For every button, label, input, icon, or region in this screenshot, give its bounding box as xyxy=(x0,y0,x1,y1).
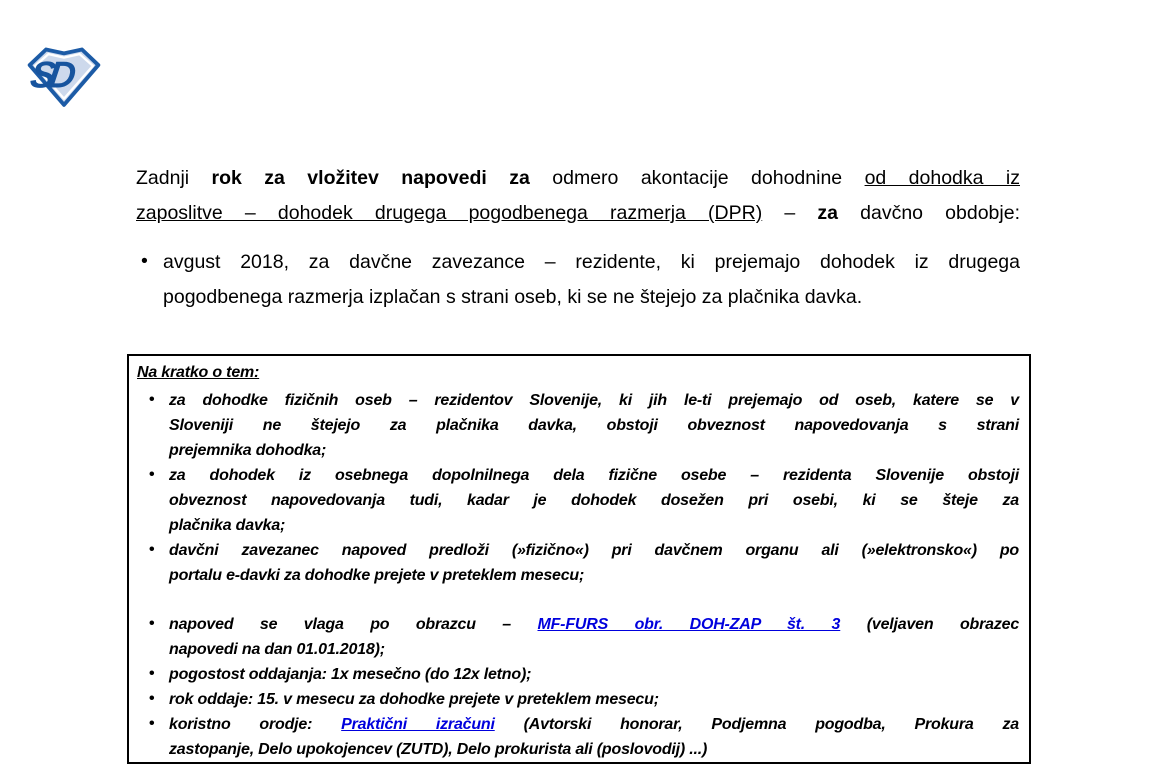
text-segment: prejemnika dohodka; xyxy=(169,442,327,459)
text-segment: pogodbenega razmerja izplačan s strani oseb, ki se ne štejejo za plačnika davka. xyxy=(163,286,863,308)
text-segment: portalu e-davki za dohodke prejete v preteklem mesecu; xyxy=(169,567,585,584)
text-line xyxy=(169,438,1019,463)
text-segment: za dohodke fizičnih oseb – rezidentov Slovenije, ki jih le-ti prejemajo od oseb, katere se v xyxy=(169,392,1019,409)
text-segment: davčno obdobje: xyxy=(860,202,1021,224)
bullet-text xyxy=(169,538,1019,588)
text-segment: koristno orodje: xyxy=(169,716,342,733)
text-segment: rok oddaje: 15. v mesecu za dohodke prejete v preteklem mesecu; xyxy=(169,691,659,708)
text-line xyxy=(169,563,1019,588)
text-segment: napovedi na dan 01.01.2018); xyxy=(169,641,385,658)
text-segment: plačnika davka; xyxy=(169,517,286,534)
text-segment: davčni zavezanec napoved predloži (»fizično«) pri davčnem organu ali (»elektronsko«) po xyxy=(169,542,1019,559)
list-item xyxy=(137,712,1019,762)
text-line xyxy=(169,388,1019,413)
bullet-text xyxy=(169,662,1019,687)
text-line xyxy=(169,662,1019,687)
summary-box-title: Na kratko o tem: xyxy=(137,364,260,381)
bullet-text xyxy=(169,463,1019,538)
text-line xyxy=(169,463,1019,488)
bullet-icon: • xyxy=(149,391,155,408)
text-line xyxy=(169,513,1019,538)
bullet-icon: • xyxy=(149,466,155,483)
box-bullet-list xyxy=(137,388,1019,762)
text-segment: (veljaven obrazec xyxy=(840,616,1020,633)
text-segment: od dohodka iz xyxy=(864,167,1020,189)
text-line xyxy=(169,413,1019,438)
text-segment: za dohodek iz osebnega dopolnilnega dela fizične osebe – rezidenta Slovenije obstoji xyxy=(169,467,1019,484)
text-line xyxy=(169,712,1019,737)
hyperlink[interactable]: MF-FURS obr. DOH-ZAP št. 3 xyxy=(537,616,841,633)
text-line xyxy=(136,196,1020,231)
text-segment: avgust 2018, za davčne zavezance – rezidente, ki prejemajo dohodek iz drugega xyxy=(163,251,1020,273)
sd-logo xyxy=(25,44,103,108)
bullet-text xyxy=(169,388,1019,463)
bullet-icon: • xyxy=(141,250,148,272)
text-segment: Sloveniji ne štejejo za plačnika davka, obstoji obveznost napovedovanja s strani xyxy=(169,417,1019,434)
text-segment: za xyxy=(817,202,861,224)
bullet-icon: • xyxy=(149,541,155,558)
deadline-bullet-section xyxy=(136,245,1020,315)
bullet-icon: • xyxy=(149,715,155,732)
text-line xyxy=(136,161,1020,196)
text-segment: zaposlitve – dohodek drugega pogodbenega razmerja (DPR) xyxy=(136,202,763,224)
list-item xyxy=(137,612,1019,662)
list-item xyxy=(137,687,1019,712)
text-segment: Zadnji xyxy=(136,167,212,189)
text-line xyxy=(169,538,1019,563)
summary-box xyxy=(127,354,1031,764)
list-item xyxy=(137,388,1019,463)
text-segment: – xyxy=(762,202,818,224)
text-line xyxy=(169,488,1019,513)
list-item xyxy=(137,538,1019,588)
bullet-text xyxy=(169,612,1019,662)
text-segment: zastopanje, Delo upokojencev (ZUTD), Delo prokurista ali (poslovodij) ...) xyxy=(169,741,708,758)
hyperlink[interactable]: Praktični izračuni xyxy=(341,716,495,733)
text-line xyxy=(163,280,1020,315)
text-line xyxy=(169,612,1019,637)
text-segment: rok za vložitev napovedi za xyxy=(211,167,553,189)
text-line xyxy=(163,245,1020,280)
logo-letters: SD xyxy=(27,53,72,96)
text-segment: napoved se vlaga po obrazcu – xyxy=(169,616,538,633)
bullet-icon: • xyxy=(149,665,155,682)
bullet-text xyxy=(169,687,1019,712)
text-line xyxy=(169,687,1019,712)
intro-paragraph xyxy=(136,161,1020,231)
bullet-icon: • xyxy=(149,615,155,632)
text-segment: odmero akontacije dohodnine xyxy=(552,167,865,189)
bullet-text xyxy=(169,712,1019,762)
list-item xyxy=(137,662,1019,687)
text-line xyxy=(169,637,1019,662)
text-segment: pogostost oddajanja: 1x mesečno (do 12x letno); xyxy=(169,666,532,683)
text-segment: (Avtorski honorar, Podjemna pogodba, Prokura za xyxy=(494,716,1019,733)
text-line xyxy=(169,737,1019,762)
text-segment: obveznost napovedovanja tudi, kadar je dohodek dosežen pri osebi, ki se šteje za xyxy=(169,492,1019,509)
list-item xyxy=(137,463,1019,538)
list-item xyxy=(136,245,1020,315)
deadline-bullet-text xyxy=(163,245,1020,315)
bullet-icon: • xyxy=(149,690,155,707)
